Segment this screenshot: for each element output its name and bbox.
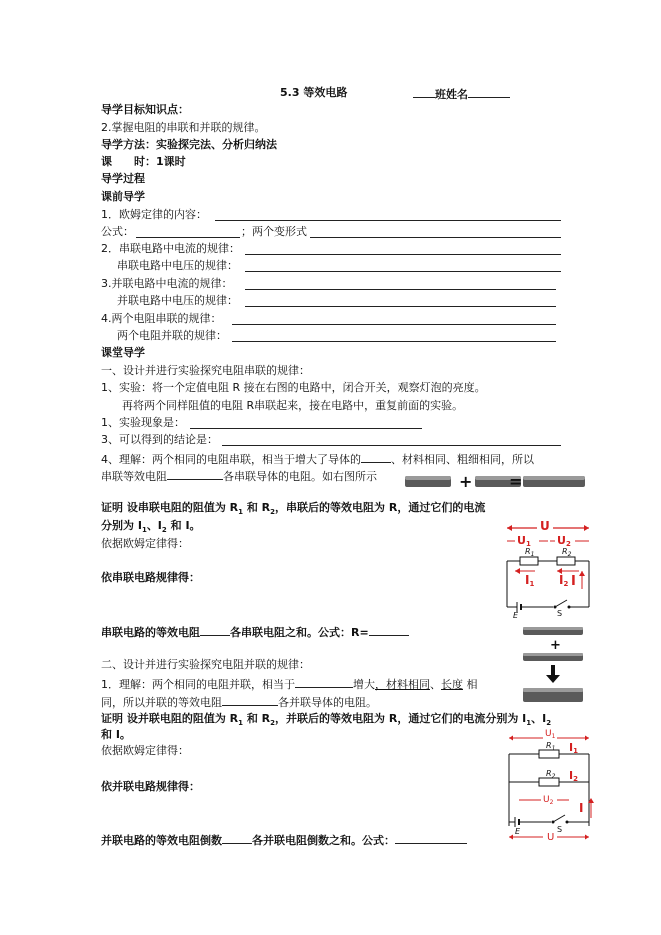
period-value: 1课时 xyxy=(156,155,186,168)
pre-q2-blank[interactable] xyxy=(245,242,561,255)
pre-q2b-blank[interactable] xyxy=(245,259,561,272)
series-rule: 依串联电路规律得： xyxy=(101,571,200,584)
ohm-law-2: 依据欧姆定律得： xyxy=(101,744,189,757)
objectives-heading: 导学目标知识点： xyxy=(101,103,189,116)
period-label: 课 时： xyxy=(101,155,156,168)
label-I2-par: I2 xyxy=(569,769,578,783)
understanding-text-b: 、材料相同、粗细相同，所以 xyxy=(391,453,534,466)
resistor-R1-par xyxy=(539,750,559,758)
understanding-text-a: 4、理解：两个相同的电阻串联，相当于增大了导体的 xyxy=(101,453,361,466)
parallel-blank-2[interactable] xyxy=(222,694,278,706)
pre-q4b-blank[interactable] xyxy=(232,329,556,342)
pre-q4: 4.两个电阻串联的规律： xyxy=(101,312,222,325)
label-I2: I2 xyxy=(559,573,569,588)
resistor-R2 xyxy=(557,557,575,565)
resistor-R2-par xyxy=(539,778,559,786)
label-R2: $R_2$ xyxy=(562,547,572,558)
parallel-conclusion-final: 并联电路的等效电阻倒数 各并联电阻倒数之和。公式： xyxy=(101,832,467,848)
method-line: 导学方法：实验探完法、分析归纳法 xyxy=(101,138,277,151)
process-heading: 导学过程 xyxy=(101,172,145,185)
label-S-par: S xyxy=(557,825,563,834)
proof2-line1: 证明 设并联电阻的阻值为 $R_1$ 和 $R_2$，并联后的等效电阻为 R，通过它们的电流分别为 $I_1$、$I_2$ xyxy=(101,712,552,728)
equivalent-text-a: 串联等效电阻 xyxy=(101,470,167,483)
pre-q4b: 两个电阻并联的规律： xyxy=(117,329,227,342)
class-heading: 课堂导学 xyxy=(101,346,145,359)
parallel-formula-blank[interactable] xyxy=(395,832,467,844)
series-understanding xyxy=(101,451,534,467)
variants-blank[interactable] xyxy=(310,225,561,238)
switch xyxy=(555,600,567,607)
pre-q3b-blank[interactable] xyxy=(245,294,556,307)
parallel-understanding-2: 同，所以并联的等效电阻 各并联导体的电阻。 xyxy=(101,696,377,709)
label-I: I xyxy=(571,574,576,589)
series-rods-figure xyxy=(405,470,585,492)
series-conclusion: 3、可以得到的结论是： xyxy=(101,433,218,446)
length-blank[interactable] xyxy=(361,451,391,463)
label-R1-par: $R_1$ xyxy=(546,741,556,752)
equivalent-text-b: 各串联导体的电阻。如右图所示 xyxy=(223,470,377,483)
equals-sign: = xyxy=(509,472,523,491)
series-exp-2: 再将两个同样阻值的电阻 R串联起来，接在电路中，重复前面的实验。 xyxy=(122,399,464,412)
pre-q1-blank[interactable] xyxy=(215,208,561,221)
plus-sign-2: + xyxy=(550,638,561,653)
label-I-par: I xyxy=(579,801,584,815)
label-I1: I1 xyxy=(525,573,535,588)
label-U2-par: $U_2$ xyxy=(543,795,554,806)
class-name-label: 班姓名 xyxy=(435,88,468,101)
pre-q4-blank[interactable] xyxy=(232,312,556,325)
proof2-line2: 和 I。 xyxy=(101,728,131,741)
series-circuit-diagram xyxy=(503,519,595,619)
series-exp-1: 1、实验：将一个定值电阻 R 接在右图的电路中，闭合开关，观察灯泡的亮度。 xyxy=(101,381,486,394)
proof1-line2: 分别为 $I_1$、$I_2$ 和 I。 xyxy=(101,519,201,535)
label-U2: U2 xyxy=(557,534,571,548)
label-I1-par: I1 xyxy=(569,741,578,755)
label-E: E xyxy=(513,611,519,619)
proof1-line1: 证明 设串联电阻的阻值为 $R_1$ 和 $R_2$，串联后的等效电阻为 R，通过它们的电流 xyxy=(101,501,486,517)
parallel-understanding-1: 1．理解：两个相同的电阻并联，相当于 增大，材料相同、长度 相 xyxy=(101,678,478,691)
ohm-law-1: 依据欧姆定律得： xyxy=(101,537,189,550)
plus-sign: + xyxy=(459,472,473,491)
pre-q3-blank[interactable] xyxy=(245,277,556,290)
pre-q2b: 串联电路中电压的规律： xyxy=(117,259,238,272)
label-U: U xyxy=(540,519,550,533)
page-title: 5.3 等效电路 xyxy=(280,86,348,99)
resistor-R1 xyxy=(520,557,538,565)
parallel-blank-1[interactable] xyxy=(295,676,353,688)
series-equivalent xyxy=(101,468,377,484)
class-name-field[interactable] xyxy=(413,86,510,102)
pre-q3b: 并联电路中电压的规律： xyxy=(117,294,238,307)
switch-par xyxy=(553,815,565,822)
equivalent-blank[interactable] xyxy=(167,468,223,480)
pre-q1-formula: 公式： xyxy=(101,225,134,238)
period-line xyxy=(101,155,186,169)
objective-item: 2.掌握电阻的串联和并联的规律。 xyxy=(101,121,266,134)
label-R2-par: $R_2$ xyxy=(546,769,556,780)
series-title: 一、设计并进行实验探究电阻串联的规律： xyxy=(101,364,310,377)
label-R1: $R_1$ xyxy=(525,547,535,558)
series-compare-blank[interactable] xyxy=(200,624,230,636)
formula-blank[interactable] xyxy=(136,225,240,238)
label-E-par: E xyxy=(515,827,521,836)
parallel-circuit-diagram xyxy=(505,726,597,850)
label-S: S xyxy=(557,609,563,618)
label-U1: U1 xyxy=(517,534,531,548)
series-conclusion-final: 串联电路的等效电阻 各串联电阻之和。公式：R= xyxy=(101,624,409,640)
label-U1-par: $U_1$ xyxy=(545,729,556,740)
pre-q1: 1．欧姆定律的内容： xyxy=(101,208,207,221)
pre-q3: 3.并联电路中电流的规律： xyxy=(101,277,233,290)
parallel-title: 二、设计并进行实验探究电阻并联的规律： xyxy=(101,658,310,671)
pre-heading: 课前导学 xyxy=(101,190,145,203)
conclusion-blank[interactable] xyxy=(222,433,561,446)
series-phenomenon: 1、实验现象是： xyxy=(101,416,185,429)
label-U-par: U xyxy=(547,832,555,843)
pre-q2: 2．串联电路中电流的规律： xyxy=(101,242,240,255)
pre-q1-variants: ；两个变形式 xyxy=(241,225,307,238)
parallel-rods-figure xyxy=(523,627,583,703)
phenomenon-blank[interactable] xyxy=(190,416,422,429)
series-formula-blank[interactable] xyxy=(369,624,409,636)
parallel-rule: 依并联电路规律得： xyxy=(101,780,200,793)
parallel-compare-blank[interactable] xyxy=(222,832,252,844)
down-arrow-icon xyxy=(546,665,560,683)
